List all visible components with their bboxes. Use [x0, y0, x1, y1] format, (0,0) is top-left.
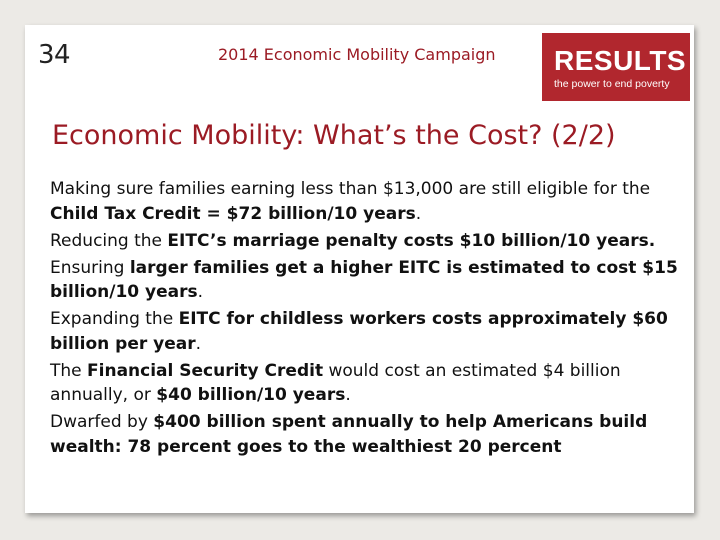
text-run-bold: Financial Security Credit [87, 360, 324, 381]
text-run-bold: $40 billion/10 years [156, 385, 346, 405]
slide-title: Economic Mobility: What’s the Cost? (2/2) [52, 120, 616, 151]
text-run: Dwarfed by [50, 412, 154, 432]
paragraph [50, 177, 685, 226]
text-run: . [195, 333, 202, 354]
text-run: would cost an estimated $4 billion annually, or [50, 360, 621, 405]
paragraph [50, 307, 685, 356]
slide-number: 34 [38, 40, 71, 70]
paragraph [50, 256, 685, 305]
text-run: Expanding the [50, 309, 179, 329]
text-run-bold: EITC for childless workers costs approximately $60 billion per year [50, 309, 668, 354]
text-run-bold: EITC’s marriage penalty costs $10 billion/10 years. [167, 230, 656, 251]
logo-tagline: the power to end poverty [554, 78, 670, 90]
paragraph [50, 410, 685, 459]
text-run: . [415, 203, 422, 224]
paragraph [50, 229, 685, 254]
text-run: The [50, 360, 88, 381]
text-run-bold: Child Tax Credit = $72 billion/10 years [50, 203, 416, 224]
text-run-bold: $400 billion spent annually to help Americans build wealth: 78 percent goes to the wealthiest 20 percent [50, 412, 648, 457]
campaign-title: 2014 Economic Mobility Campaign [218, 45, 496, 64]
text-run-bold: larger families get a higher EITC is estimated to cost $15 billion/10 years [50, 257, 678, 302]
paragraph [50, 359, 685, 408]
text-run: Making sure families earning less than $13,000 are still eligible for the [50, 179, 651, 199]
text-run: Ensuring [50, 257, 130, 278]
logo-wordmark: RESULTS [554, 45, 687, 76]
text-run: . [345, 385, 351, 405]
text-run: Reducing the [50, 230, 168, 251]
body-text [50, 177, 685, 462]
results-logo [542, 33, 690, 101]
text-run: . [197, 282, 204, 302]
